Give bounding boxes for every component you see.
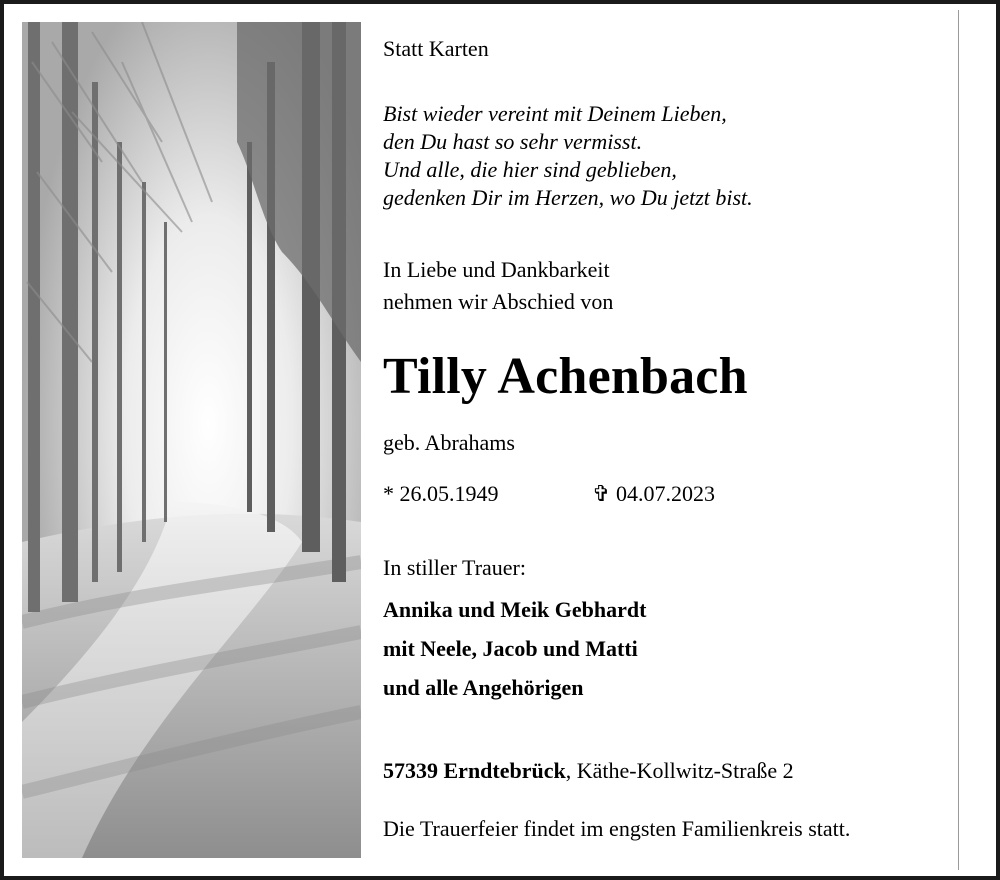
cross-icon: ✞ — [592, 481, 611, 506]
forest-path-photo — [22, 22, 361, 858]
poem-line-1: Bist wieder vereint mit Deinem Lieben, — [383, 101, 727, 126]
right-divider — [958, 10, 959, 870]
intro-line-2: nehmen wir Abschied von — [383, 289, 614, 314]
deceased-name: Tilly Achenbach — [383, 348, 748, 405]
death-date-group — [592, 480, 715, 508]
funeral-notice: Die Trauerfeier findet im engsten Familienkreis statt. — [383, 816, 851, 841]
intro-line-1: In Liebe und Dankbarkeit — [383, 257, 610, 282]
birth-name: geb. Abrahams — [383, 430, 515, 455]
mourner-line-1: Annika und Meik Gebhardt — [383, 597, 647, 622]
mourners-heading: In stiller Trauer: — [383, 555, 526, 580]
birth-date: * 26.05.1949 — [383, 481, 499, 506]
poem-line-3: Und alle, die hier sind geblieben, — [383, 157, 677, 182]
death-date: 04.07.2023 — [615, 481, 715, 506]
address-street: , Käthe-Kollwitz-Straße 2 — [565, 758, 794, 783]
statt-karten: Statt Karten — [383, 36, 489, 61]
poem-line-2: den Du hast so sehr vermisst. — [383, 129, 643, 154]
poem-line-4: gedenken Dir im Herzen, wo Du jetzt bist. — [383, 185, 753, 210]
address — [383, 757, 794, 785]
mourner-line-3: und alle Angehörigen — [383, 675, 584, 700]
mourner-line-2: mit Neele, Jacob und Matti — [383, 636, 638, 661]
address-city: 57339 Erndtebrück — [383, 758, 566, 783]
